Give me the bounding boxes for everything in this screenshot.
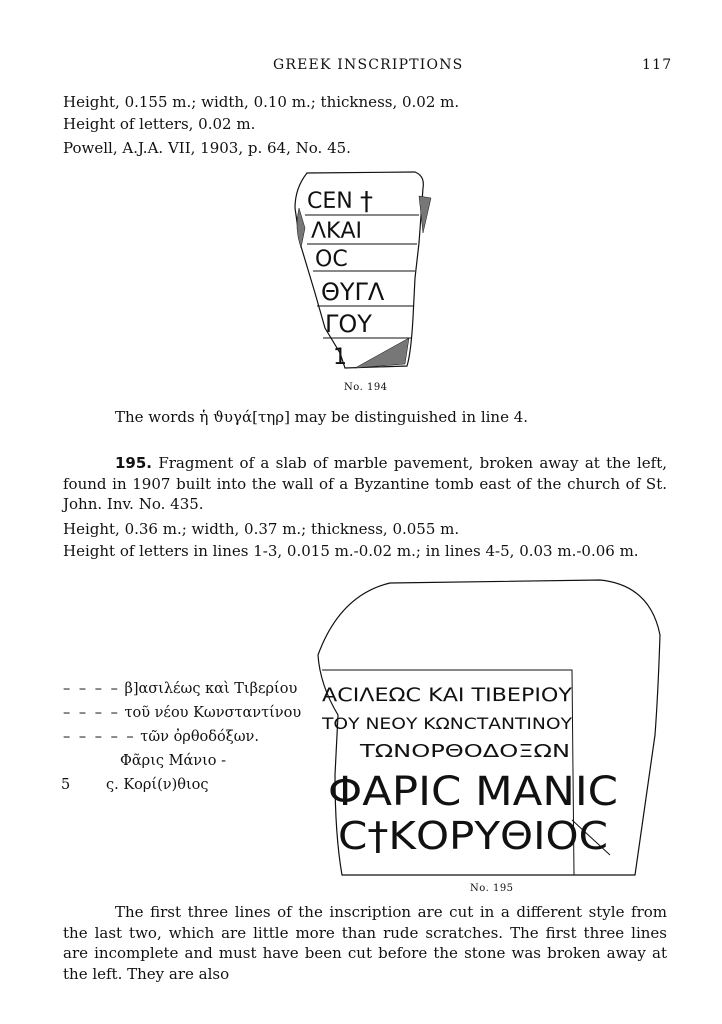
entry-195-letter-height: Height of letters in lines 1-3, 0.015 m.-0.02 m.; in lines 4-5, 0.03 m.-0.06 m. [63,542,639,560]
figure-194-drawing [285,168,435,378]
cross-icon: † [360,187,373,217]
transcription-line-1: – – – – β]ασιλέως καὶ Τιβερίου [63,681,298,697]
entry-number: 195. [115,454,153,472]
page-number: 117 [642,57,673,73]
figure-195-line-1: ΑϹΙΛΕΩϹ ΚΑΙ ΤΙΒΕΡΙΟΥ [322,684,573,706]
entry-194-dimensions: Height, 0.155 m.; width, 0.10 m.; thickness, 0.02 m. [63,93,460,111]
transcription-line-5: ς. Κορί(ν)θιος [106,777,209,793]
figure-195-drawing [310,575,670,880]
entry-195-description: 195. Fragment of a slab of marble pavement, broken away at the left, found in 1907 built into the wall of a Byzantine tomb east of the church of St. John. Inv. No. 435. [63,454,667,513]
figure-194-line-2: ΛΚΑΙ [311,219,363,244]
transcription-line-2: – – – – τοῦ νέου Κωνσταντίνου [63,705,302,721]
figure-195-line-5: Ϲ†ΚΟΡΥΘΙΟϹ [338,814,608,858]
transcription-line-4: Φᾶρις Μάνιο - [120,753,226,769]
figure-194-line-3: ΟС [315,247,348,272]
figure-195-line-2: ΤΟΥ ΝΕΟΥ ΚΩΝϹΤΑΝΤΙΝΟΥ [320,714,573,733]
transcription-line-number: 5 [61,777,71,793]
figure-195-line-4: ΦΑΡΙϹ ΜΑΝΙϹ [328,769,618,815]
figure-194-line-6: 1 [333,345,347,370]
entry-194-reference: Powell, A.J.A. VII, 1903, p. 64, No. 45. [63,139,351,157]
entry-195-dimensions: Height, 0.36 m.; width, 0.37 m.; thickness, 0.055 m. [63,520,460,538]
running-title: GREEK INSCRIPTIONS [273,57,464,73]
figure-194-caption: No. 194 [344,382,388,393]
figure-194-line-1: CΕΝ [307,189,353,214]
figure-194-line-4: ΘΥΓΛ [321,278,385,306]
entry-194-letter-height: Height of letters, 0.02 m. [63,115,256,133]
figure-195-line-3: ΤΩΝΟΡΘΟΔΟΞΩΝ [358,741,570,762]
entry-194-note: The words ἡ ϑυγά[τηρ] may be distinguished in line 4. [115,408,529,426]
entry-195-commentary: The first three lines of the inscription are cut in a different style from the last two, which are little more than rude scratches. The first three lines are incomplete and must have been cut before the stone was broken away at the left. They are also [63,903,667,983]
figure-195-caption: No. 195 [470,883,514,894]
figure-194-line-5: ΓΟΥ [325,310,372,338]
transcription-line-3: – – – – – τῶν ὀρθοδόξων. [63,729,259,745]
